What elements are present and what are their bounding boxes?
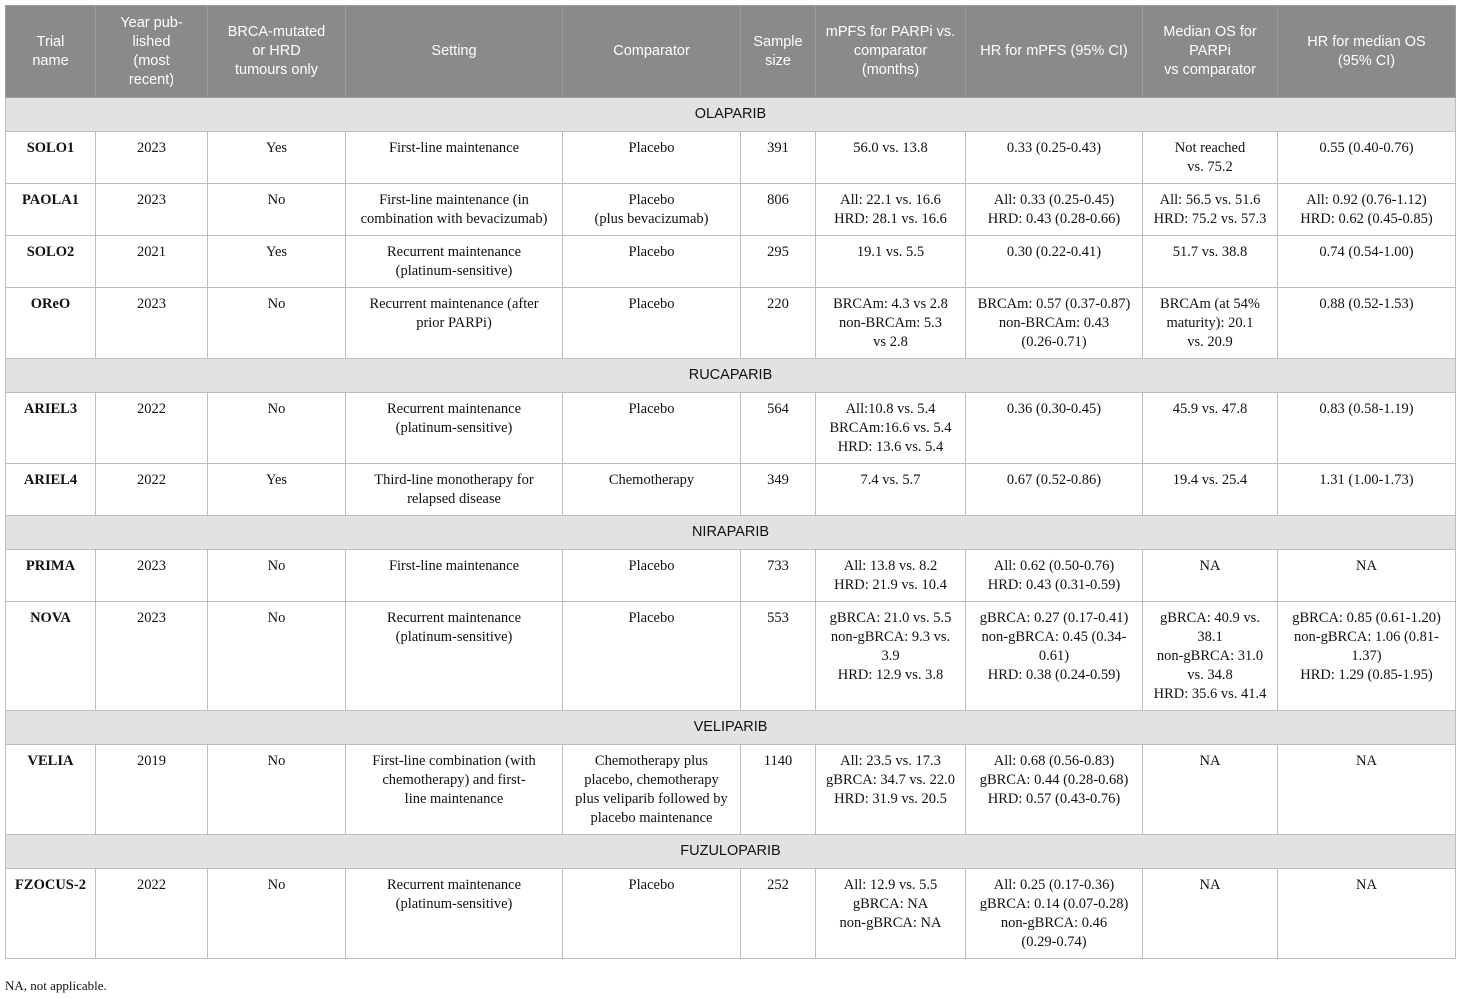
group-row: [6, 835, 1456, 869]
col-header-comparator: Comparator: [563, 6, 741, 98]
cell-median-os: Not reached vs. 75.2: [1143, 132, 1278, 184]
cell-median-os: NA: [1143, 745, 1278, 835]
cell-sample-size: 220: [741, 288, 816, 359]
cell-year: 2023: [96, 184, 208, 236]
col-header-trial-name: Trial name: [6, 6, 96, 98]
cell-mpfs: 7.4 vs. 5.7: [816, 464, 966, 516]
cell-comparator: Placebo: [563, 288, 741, 359]
cell-setting: Recurrent maintenance (platinum-sensitive): [346, 236, 563, 288]
cell-trial-name: ARIEL4: [6, 464, 96, 516]
col-header-median-os: Median OS for PARPi vs comparator: [1143, 6, 1278, 98]
table-row: [6, 745, 1456, 835]
cell-hr-os: 0.74 (0.54-1.00): [1278, 236, 1456, 288]
drug-group-label: NIRAPARIB: [6, 516, 1456, 550]
cell-mpfs: All: 12.9 vs. 5.5 gBRCA: NA non-gBRCA: NA: [816, 869, 966, 959]
cell-trial-name: OReO: [6, 288, 96, 359]
table-row: [6, 869, 1456, 959]
cell-brca-hrd: No: [208, 550, 346, 602]
cell-hr-mpfs: 0.33 (0.25-0.43): [966, 132, 1143, 184]
cell-median-os: 45.9 vs. 47.8: [1143, 393, 1278, 464]
table-body: [6, 98, 1456, 959]
cell-comparator: Placebo (plus bevacizumab): [563, 184, 741, 236]
cell-setting: Recurrent maintenance (platinum-sensitive): [346, 602, 563, 711]
cell-median-os: 19.4 vs. 25.4: [1143, 464, 1278, 516]
cell-sample-size: 295: [741, 236, 816, 288]
header-row: [6, 6, 1456, 98]
cell-comparator: Placebo: [563, 869, 741, 959]
table-row: [6, 464, 1456, 516]
table-row: [6, 236, 1456, 288]
cell-hr-mpfs: All: 0.25 (0.17-0.36) gBRCA: 0.14 (0.07-0.28) non-gBRCA: 0.46 (0.29-0.74): [966, 869, 1143, 959]
cell-year: 2019: [96, 745, 208, 835]
cell-trial-name: VELIA: [6, 745, 96, 835]
cell-brca-hrd: No: [208, 393, 346, 464]
drug-group-label: RUCAPARIB: [6, 359, 1456, 393]
cell-median-os: NA: [1143, 869, 1278, 959]
cell-year: 2022: [96, 464, 208, 516]
cell-brca-hrd: Yes: [208, 464, 346, 516]
cell-hr-mpfs: 0.36 (0.30-0.45): [966, 393, 1143, 464]
cell-sample-size: 806: [741, 184, 816, 236]
cell-hr-os: All: 0.92 (0.76-1.12) HRD: 0.62 (0.45-0.85): [1278, 184, 1456, 236]
cell-comparator: Placebo: [563, 393, 741, 464]
col-header-hr-mpfs: HR for mPFS (95% CI): [966, 6, 1143, 98]
cell-year: 2022: [96, 869, 208, 959]
table-row: [6, 602, 1456, 711]
cell-setting: First-line combination (with chemotherapy) and first- line maintenance: [346, 745, 563, 835]
cell-comparator: Placebo: [563, 236, 741, 288]
col-header-setting: Setting: [346, 6, 563, 98]
col-header-sample-size: Sample size: [741, 6, 816, 98]
group-row: [6, 516, 1456, 550]
cell-hr-os: NA: [1278, 869, 1456, 959]
col-header-year: Year pub- lished (most recent): [96, 6, 208, 98]
cell-sample-size: 349: [741, 464, 816, 516]
cell-hr-mpfs: All: 0.33 (0.25-0.45) HRD: 0.43 (0.28-0.66): [966, 184, 1143, 236]
cell-hr-os: 0.83 (0.58-1.19): [1278, 393, 1456, 464]
cell-hr-mpfs: gBRCA: 0.27 (0.17-0.41) non-gBRCA: 0.45 (0.34- 0.61) HRD: 0.38 (0.24-0.59): [966, 602, 1143, 711]
cell-median-os: NA: [1143, 550, 1278, 602]
cell-trial-name: FZOCUS-2: [6, 869, 96, 959]
cell-year: 2023: [96, 602, 208, 711]
col-header-brca-hrd: BRCA-mutated or HRD tumours only: [208, 6, 346, 98]
trials-table: [5, 5, 1456, 959]
cell-hr-mpfs: All: 0.68 (0.56-0.83) gBRCA: 0.44 (0.28-0.68) HRD: 0.57 (0.43-0.76): [966, 745, 1143, 835]
cell-setting: Recurrent maintenance (platinum-sensitive): [346, 393, 563, 464]
cell-median-os: gBRCA: 40.9 vs. 38.1 non-gBRCA: 31.0 vs. 34.8 HRD: 35.6 vs. 41.4: [1143, 602, 1278, 711]
cell-mpfs: All:10.8 vs. 5.4 BRCAm:16.6 vs. 5.4 HRD: 13.6 vs. 5.4: [816, 393, 966, 464]
group-row: [6, 711, 1456, 745]
drug-group-label: FUZULOPARIB: [6, 835, 1456, 869]
cell-setting: Recurrent maintenance (after prior PARPi): [346, 288, 563, 359]
cell-trial-name: SOLO1: [6, 132, 96, 184]
cell-trial-name: PRIMA: [6, 550, 96, 602]
cell-hr-mpfs: BRCAm: 0.57 (0.37-0.87) non-BRCAm: 0.43 (0.26-0.71): [966, 288, 1143, 359]
cell-median-os: All: 56.5 vs. 51.6 HRD: 75.2 vs. 57.3: [1143, 184, 1278, 236]
cell-brca-hrd: No: [208, 184, 346, 236]
table-container: [5, 5, 1455, 959]
cell-hr-os: 0.55 (0.40-0.76): [1278, 132, 1456, 184]
cell-comparator: Chemotherapy: [563, 464, 741, 516]
cell-mpfs: All: 13.8 vs. 8.2 HRD: 21.9 vs. 10.4: [816, 550, 966, 602]
cell-brca-hrd: Yes: [208, 132, 346, 184]
cell-hr-mpfs: All: 0.62 (0.50-0.76) HRD: 0.43 (0.31-0.59): [966, 550, 1143, 602]
group-row: [6, 359, 1456, 393]
cell-setting: Third-line monotherapy for relapsed disease: [346, 464, 563, 516]
cell-brca-hrd: No: [208, 745, 346, 835]
cell-setting: First-line maintenance: [346, 550, 563, 602]
cell-mpfs: All: 22.1 vs. 16.6 HRD: 28.1 vs. 16.6: [816, 184, 966, 236]
cell-brca-hrd: No: [208, 602, 346, 711]
table-footnote: NA, not applicable.: [5, 978, 107, 993]
cell-comparator: Placebo: [563, 550, 741, 602]
cell-setting: Recurrent maintenance (platinum-sensitive): [346, 869, 563, 959]
cell-year: 2022: [96, 393, 208, 464]
col-header-mpfs: mPFS for PARPi vs. comparator (months): [816, 6, 966, 98]
cell-sample-size: 391: [741, 132, 816, 184]
cell-year: 2021: [96, 236, 208, 288]
cell-setting: First-line maintenance: [346, 132, 563, 184]
cell-sample-size: 252: [741, 869, 816, 959]
cell-mpfs: 19.1 vs. 5.5: [816, 236, 966, 288]
cell-comparator: Chemotherapy plus placebo, chemotherapy plus veliparib followed by placebo maintenance: [563, 745, 741, 835]
cell-median-os: 51.7 vs. 38.8: [1143, 236, 1278, 288]
cell-sample-size: 553: [741, 602, 816, 711]
table-row: [6, 184, 1456, 236]
cell-mpfs: 56.0 vs. 13.8: [816, 132, 966, 184]
cell-brca-hrd: Yes: [208, 236, 346, 288]
col-header-hr-os: HR for median OS (95% CI): [1278, 6, 1456, 98]
cell-mpfs: BRCAm: 4.3 vs 2.8 non-BRCAm: 5.3 vs 2.8: [816, 288, 966, 359]
table-row: [6, 393, 1456, 464]
cell-hr-os: gBRCA: 0.85 (0.61-1.20) non-gBRCA: 1.06 (0.81- 1.37) HRD: 1.29 (0.85-1.95): [1278, 602, 1456, 711]
cell-sample-size: 1140: [741, 745, 816, 835]
cell-year: 2023: [96, 132, 208, 184]
cell-hr-mpfs: 0.67 (0.52-0.86): [966, 464, 1143, 516]
cell-trial-name: SOLO2: [6, 236, 96, 288]
cell-setting: First-line maintenance (in combination with bevacizumab): [346, 184, 563, 236]
table-row: [6, 550, 1456, 602]
cell-year: 2023: [96, 288, 208, 359]
cell-brca-hrd: No: [208, 288, 346, 359]
cell-hr-os: 0.88 (0.52-1.53): [1278, 288, 1456, 359]
cell-hr-mpfs: 0.30 (0.22-0.41): [966, 236, 1143, 288]
cell-trial-name: ARIEL3: [6, 393, 96, 464]
cell-comparator: Placebo: [563, 132, 741, 184]
table-row: [6, 132, 1456, 184]
table-row: [6, 288, 1456, 359]
cell-year: 2023: [96, 550, 208, 602]
cell-mpfs: All: 23.5 vs. 17.3 gBRCA: 34.7 vs. 22.0 HRD: 31.9 vs. 20.5: [816, 745, 966, 835]
cell-comparator: Placebo: [563, 602, 741, 711]
cell-hr-os: NA: [1278, 550, 1456, 602]
cell-brca-hrd: No: [208, 869, 346, 959]
cell-mpfs: gBRCA: 21.0 vs. 5.5 non-gBRCA: 9.3 vs. 3.9 HRD: 12.9 vs. 3.8: [816, 602, 966, 711]
cell-trial-name: PAOLA1: [6, 184, 96, 236]
cell-median-os: BRCAm (at 54% maturity): 20.1 vs. 20.9: [1143, 288, 1278, 359]
drug-group-label: VELIPARIB: [6, 711, 1456, 745]
cell-sample-size: 564: [741, 393, 816, 464]
cell-hr-os: 1.31 (1.00-1.73): [1278, 464, 1456, 516]
cell-sample-size: 733: [741, 550, 816, 602]
cell-trial-name: NOVA: [6, 602, 96, 711]
drug-group-label: OLAPARIB: [6, 98, 1456, 132]
cell-hr-os: NA: [1278, 745, 1456, 835]
group-row: [6, 98, 1456, 132]
